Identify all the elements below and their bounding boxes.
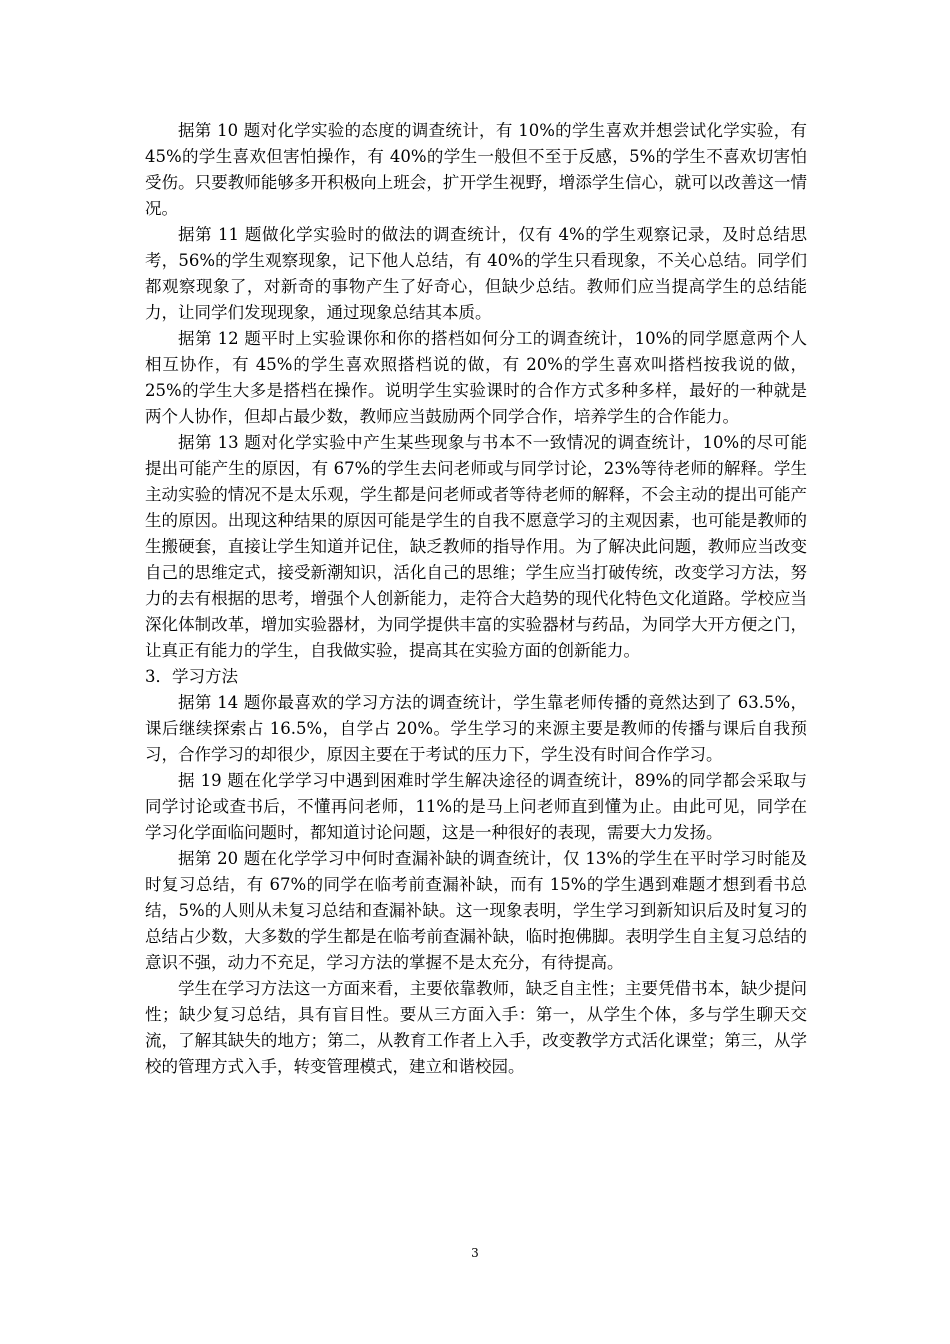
- paragraph-q19: 据 19 题在化学学习中遇到困难时学生解决途径的调查统计，89%的同学都会采取与同学讨论或查书后，不懂再问老师，11%的是马上问老师直到懂为止。由此可见，同学在学习化学面临问题时，都知道讨论问题，这是一种很好的表现，需要大力发扬。: [145, 771, 807, 842]
- document-body: [145, 118, 807, 1080]
- paragraph-summary: 学生在学习方法这一方面来看，主要依靠教师，缺乏自主性；主要凭借书本，缺少提问性；缺少复习总结，具有盲目性。要从三方面入手：第一，从学生个体，多与学生聊天交流，了解其缺失的地方；第二，从教育工作者上入手，改变教学方式活化课堂；第三，从学校的管理方式入手，转变管理模式，建立和谐校园。: [145, 979, 807, 1076]
- paragraph-q11: 据第 11 题做化学实验时的做法的调查统计，仅有 4%的学生观察记录，及时总结思考，56%的学生观察现象，记下他人总结，有 40%的学生只看现象，不关心总结。同学们都观察现象了，对新奇的事物产生了好奇心，但缺少总结。教师们应当提高学生的总结能力，让同学们发现现象，通过现象总结其本质。: [145, 225, 807, 322]
- paragraph-q12: 据第 12 题平时上实验课你和你的搭档如何分工的调查统计，10%的同学愿意两个人相互协作，有 45%的学生喜欢照搭档说的做，有 20%的学生喜欢叫搭档按我说的做，25%的学生大多是搭档在操作。说明学生实验课时的合作方式多种多样，最好的一种就是两个人协作，但却占最少数，教师应当鼓励两个同学合作，培养学生的合作能力。: [145, 329, 807, 426]
- paragraph-q20: 据第 20 题在化学学习中何时查漏补缺的调查统计，仅 13%的学生在平时学习时能及时复习总结，有 67%的同学在临考前查漏补缺，而有 15%的学生遇到难题才想到看书总结，5%的人则从未复习总结和查漏补缺。这一现象表明，学生学习到新知识后及时复习的总结占少数，大多数的学生都是在临考前查漏补缺，临时抱佛脚。表明学生自主复习总结的意识不强，动力不充足，学习方法的掌握不是太充分，有待提高。: [145, 849, 807, 972]
- paragraph-q10: 据第 10 题对化学实验的态度的调查统计，有 10%的学生喜欢并想尝试化学实验，有 45%的学生喜欢但害怕操作，有 40%的学生一般但不至于反感，5%的学生不喜欢切害怕受伤。只要教师能够多开积极向上班会，扩开学生视野，增添学生信心，就可以改善这一情况。: [145, 121, 807, 218]
- paragraph-q13: 据第 13 题对化学实验中产生某些现象与书本不一致情况的调查统计，10%的尽可能提出可能产生的原因，有 67%的学生去问老师或与同学讨论，23%等待老师的解释。学生主动实验的情况不是太乐观，学生都是问老师或者等待老师的解释，不会主动的提出可能产生的原因。出现这种结果的原因可能是学生的自我不愿意学习的主观因素，也可能是教师的生搬硬套，直接让学生知道并记住，缺乏教师的指导作用。为了解决此问题，教师应当改变自己的思维定式，接受新潮知识，活化自己的思维；学生应当打破传统，改变学习方法，努力的去有根据的思考，增强个人创新能力，走符合大趋势的现代化特色文化道路。学校应当深化体制改革，增加实验器材，为同学提供丰富的实验器材与药品，为同学大开方便之门，让真正有能力的学生，自我做实验，提高其在实验方面的创新能力。: [145, 433, 807, 660]
- section-heading-learning-methods: 3．学习方法: [145, 667, 238, 686]
- paragraph-q14: 据第 14 题你最喜欢的学习方法的调查统计，学生靠老师传播的竟然达到了 63.5%，课后继续探索占 16.5%，自学占 20%。学生学习的来源主要是教师的传播与课后自我预习，合作学习的却很少，原因主要在于考试的压力下，学生没有时间合作学习。: [145, 693, 807, 764]
- page-number: 3: [471, 1246, 479, 1260]
